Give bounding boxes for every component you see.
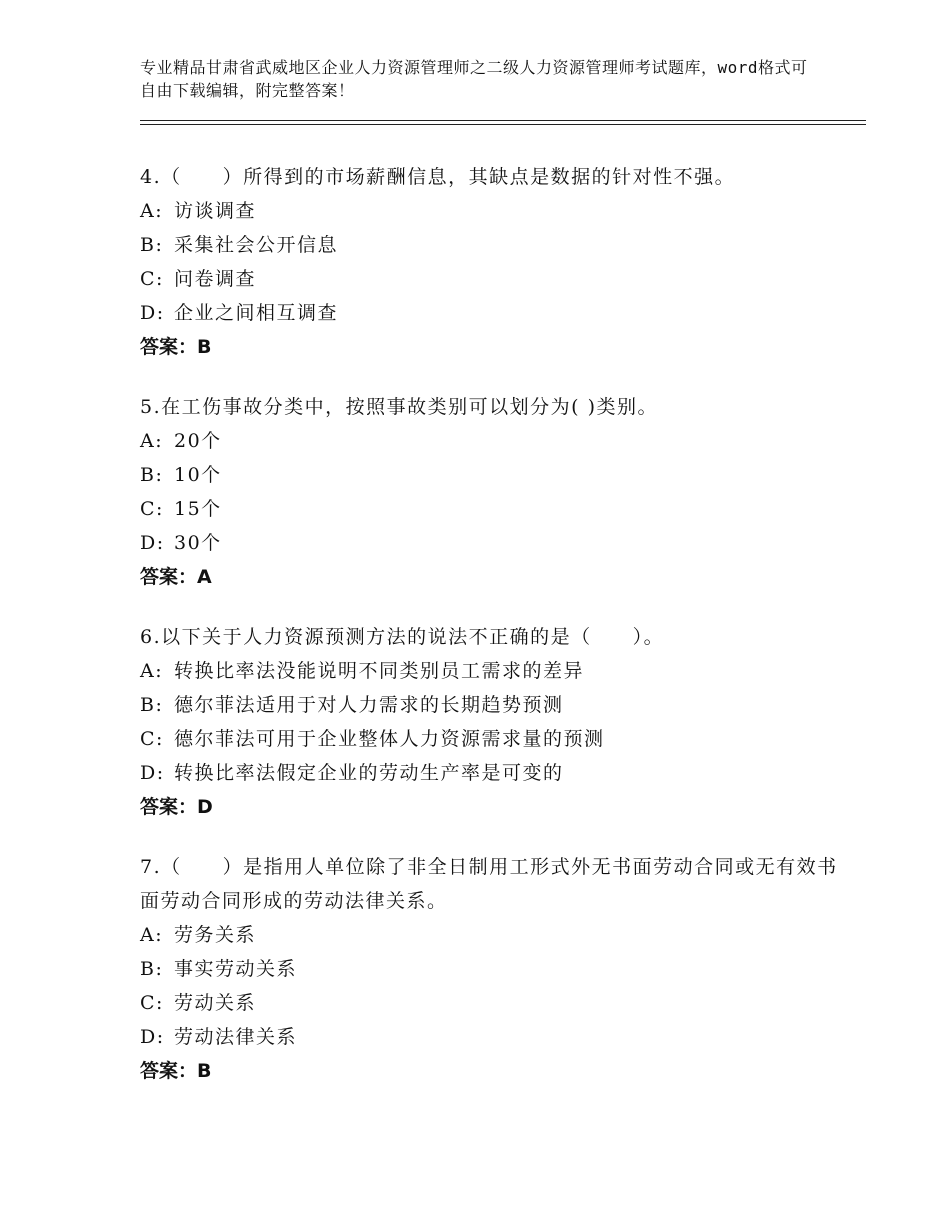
option-c [140,722,840,756]
option-text: 企业之间相互调查 [174,302,339,324]
option-key: A: [140,200,164,222]
option-key: C: [140,268,164,290]
page-header: 专业精品甘肃省武威地区企业人力资源管理师之二级人力资源管理师考试题库，word格式可自由下载编辑，附完整答案！ [140,58,808,100]
option-text: 德尔菲法可用于企业整体人力资源需求量的预测 [174,728,605,750]
question-list [140,160,840,1114]
question-stem: 7.（ ）是指用人单位除了非全日制用工形式外无书面劳动合同或无有效书面劳动合同形成的劳动法律关系。 [140,856,838,912]
answer-label: 答案：D [140,796,213,818]
option-key: B: [140,694,164,716]
option-c [140,492,840,526]
option-text: 采集社会公开信息 [174,234,339,256]
option-text: 访谈调查 [174,200,257,222]
option-key: A: [140,430,164,452]
option-text: 转换比率法假定企业的劳动生产率是可变的 [174,762,564,784]
question-7 [140,850,840,1088]
option-key: C: [140,498,164,520]
option-key: D: [140,762,165,784]
answer-label: 答案：A [140,566,212,588]
option-key: D: [140,532,165,554]
option-text: 事实劳动关系 [174,958,298,980]
option-text: 问卷调查 [174,268,257,290]
option-key: D: [140,1026,165,1048]
option-c [140,986,840,1020]
option-c [140,262,840,296]
option-d [140,756,840,790]
question-4 [140,160,840,364]
option-a [140,194,840,228]
option-b [140,228,840,262]
option-key: B: [140,234,164,256]
question-stem: 6.以下关于人力资源预测方法的说法不正确的是（ ）。 [140,626,665,648]
option-b [140,688,840,722]
option-a [140,654,840,688]
option-d [140,526,840,560]
option-text: 30个 [174,532,222,554]
option-b [140,458,840,492]
option-text: 20个 [174,430,222,452]
option-text: 劳动关系 [174,992,257,1014]
option-text: 德尔菲法适用于对人力需求的长期趋势预测 [174,694,564,716]
option-b [140,952,840,986]
question-6 [140,620,840,824]
question-stem: 4.（ ）所得到的市场薪酬信息，其缺点是数据的针对性不强。 [140,166,736,188]
option-text: 转换比率法没能说明不同类别员工需求的差异 [174,660,585,682]
option-d [140,1020,840,1054]
option-text: 劳务关系 [174,924,257,946]
question-stem: 5.在工伤事故分类中，按照事故类别可以划分为( )类别。 [140,396,658,418]
answer-label: 答案：B [140,336,212,358]
option-key: B: [140,464,164,486]
option-key: B: [140,958,164,980]
option-key: A: [140,924,164,946]
question-5 [140,390,840,594]
answer-label: 答案：B [140,1060,212,1082]
option-key: C: [140,728,164,750]
option-key: C: [140,992,164,1014]
option-key: A: [140,660,164,682]
option-text: 劳动法律关系 [174,1026,298,1048]
option-key: D: [140,302,165,324]
option-text: 10个 [174,464,222,486]
option-d [140,296,840,330]
option-a [140,918,840,952]
header-divider [140,120,866,125]
option-a [140,424,840,458]
option-text: 15个 [174,498,222,520]
